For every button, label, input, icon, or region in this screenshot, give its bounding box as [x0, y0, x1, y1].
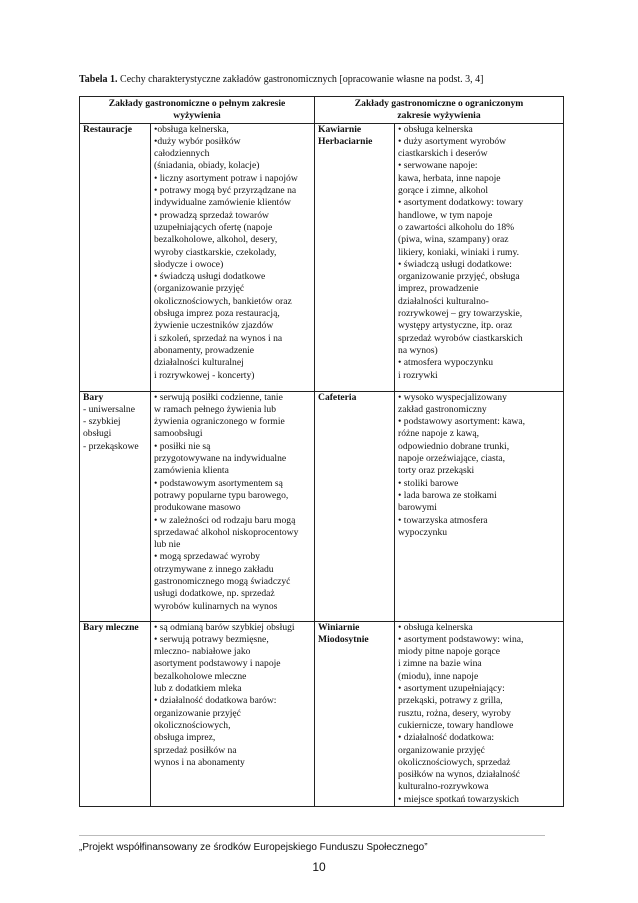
description-line: w ramach pełnego żywienia lub [154, 403, 277, 415]
description-line: działalności kulturalnej [154, 357, 244, 369]
description-line: lub z dodatkiem mleka [154, 683, 242, 695]
description-line: sprzedaż posiłków na [154, 744, 237, 756]
establishment-name-line: Miodosytnie [318, 633, 369, 645]
establishment-name-line: Cafeteria [318, 391, 357, 403]
description-line: (miodu), inne napoje [398, 670, 479, 682]
description-line: kulturalno-rozrywkowa [398, 781, 489, 793]
description-line: • asortyment dodatkowy: towary [398, 197, 524, 209]
description-line: okolicznościowych, sprzedaż [398, 756, 511, 768]
description-line: • w zależności od rodzaju baru mogą [154, 514, 296, 526]
description-line: • prowadzą sprzedaż towarów [154, 209, 269, 221]
footer-divider [79, 835, 545, 836]
header-line: Zakłady gastronomiczne o ograniczonym [354, 98, 524, 109]
description-line: barowymi [398, 502, 437, 514]
description-line: (piwa, wina, szampany) oraz [398, 234, 509, 246]
establishment-name-line: Kawiarnie [318, 123, 362, 135]
description-line: różne napoje z kawą, [398, 428, 479, 440]
establishment-name-cell [315, 621, 395, 806]
description-line: • towarzyska atmosfera [398, 514, 488, 526]
description-line: i szkoleń, sprzedaż na wynos i na [154, 332, 283, 344]
description-line: sprzedaż wyrobów ciastkarskich [398, 332, 523, 344]
description-line: otrzymywane z innego zakładu [154, 563, 274, 575]
description-line: o zawartości alkoholu do 18% [398, 221, 515, 233]
description-line: rusztu, rożna, desery, wyroby [398, 707, 511, 719]
establishment-name-line: obsługi [83, 428, 112, 440]
description-line: • świadczą usługi dodatkowe [154, 271, 266, 283]
establishment-name-line: Winiarnie [318, 621, 360, 633]
establishment-name-cell [315, 123, 395, 391]
description-line: organizowanie przyjęć, obsługa [398, 271, 520, 283]
description-line: wyrobów kulinarnych na wynos [154, 600, 278, 612]
description-line: okolicznościowych, [154, 719, 231, 731]
establishment-name-line: Herbaciarnie [318, 135, 373, 147]
description-line: i rozrywkowej - koncerty) [154, 369, 255, 381]
table-caption-label: Tabela 1. [79, 74, 118, 85]
establishment-name-cell [80, 123, 151, 391]
header-line: wyżywienia [173, 110, 221, 122]
description-line: • lada barowa ze stołkami [398, 489, 497, 501]
description-line: • potrawy mogą być przyrządzane na [154, 185, 297, 197]
description-line: gorące i zimne, alkohol [398, 185, 489, 197]
description-line: (organizowanie przyjęć [154, 283, 245, 295]
description-line: potrawy popularne typu barowego, [154, 489, 289, 501]
description-line: samoobsługi [154, 428, 203, 440]
establishment-description-cell [151, 621, 315, 806]
description-line: uzupełniających ofertę (napoje [154, 221, 273, 233]
establishment-description-cell [395, 621, 564, 806]
description-line: • podstawowy asortyment: kawa, [398, 416, 526, 428]
description-line: • serwują potrawy bezmięsne, [154, 633, 269, 645]
description-line: • wysoko wyspecjalizowany [398, 391, 507, 403]
description-line: torty oraz przekąski [398, 465, 475, 477]
description-line: zakład gastronomiczny [398, 403, 487, 415]
description-line: wynos i na abonamenty [154, 756, 245, 768]
description-line: • mogą sprzedawać wyroby [154, 551, 260, 563]
description-line: bezalkoholowe, alkohol, desery, [154, 234, 278, 246]
header-line: Zakłady gastronomiczne o pełnym zakresie [108, 98, 286, 109]
description-line: • atmosfera wypoczynku [398, 357, 494, 369]
establishment-description-cell [395, 123, 564, 391]
description-line: miody pitne napoje gorące [398, 646, 501, 658]
description-line: przekąski, potrawy z grilla, [398, 695, 503, 707]
description-line: ciastkarskich i deserów [398, 148, 488, 160]
description-line: • działalność dodatkowa barów: [154, 695, 277, 707]
description-line: organizowanie przyjęć [154, 707, 241, 719]
description-line: napoje orzeźwiające, ciasta, [398, 453, 506, 465]
description-line: mleczno- nabiałowe jako [154, 646, 251, 658]
description-line: • posiłki nie są [154, 440, 211, 452]
description-line: żywienia ograniczonego w formie [154, 416, 285, 428]
description-line: • serwowane napoje: [398, 160, 478, 172]
description-line: obsługa imprez, [154, 732, 216, 744]
comparison-table [79, 96, 564, 807]
description-line: odpowiednio dobrane trunki, [398, 440, 510, 452]
footer-note: „Projekt współfinansowany ze środków Europejskiego Funduszu Społecznego” [79, 842, 428, 853]
description-line: wyroby ciastkarskie, czekolady, [154, 246, 277, 258]
establishment-name-line: - uniwersalne [83, 403, 135, 415]
description-line: • duży asortyment wyrobów [398, 135, 507, 147]
establishment-name-line: - przekąskowe [83, 440, 139, 452]
description-line: kawa, herbata, inne napoje [398, 172, 501, 184]
description-line: gastronomicznego mogą świadczyć [154, 576, 291, 588]
description-line: • stoliki barowe [398, 477, 459, 489]
establishment-name-cell [80, 621, 151, 806]
description-line: • asortyment uzupełniający: [398, 683, 505, 695]
table-caption [79, 73, 559, 86]
description-line: abonamenty, prowadzenie [154, 344, 255, 356]
description-line: sprzedawać alkohol niskoprocentowy [154, 526, 299, 538]
establishment-description-cell [151, 123, 315, 391]
description-line: okolicznościowych, bankietów oraz [154, 295, 292, 307]
description-line: całodziennych [154, 148, 210, 160]
description-line: przygotowywane na indywidualne [154, 453, 287, 465]
description-line: działalności kulturalno- [398, 295, 489, 307]
description-line: cukiernicze, towary handlowe [398, 719, 514, 731]
establishment-name-cell [80, 391, 151, 621]
table-row [80, 621, 564, 806]
description-line: • podstawowym asortymentem są [154, 477, 283, 489]
description-line: • obsługa kelnerska [398, 123, 473, 135]
header-limited-service [315, 97, 564, 124]
description-line: • obsługa kelnerska [398, 621, 473, 633]
description-line: • miejsce spotkań towarzyskich [398, 793, 519, 805]
establishment-description-cell [395, 391, 564, 621]
establishment-name-line: Restauracje [83, 123, 133, 135]
description-line: i zimne na bazie wina [398, 658, 482, 670]
description-line: słodycze i owoce) [154, 258, 224, 270]
description-line: • są odmianą barów szybkiej obsługi [154, 621, 295, 633]
description-line: imprez, prowadzenie [398, 283, 479, 295]
description-line: indywidualne zamówienie klientów [154, 197, 291, 209]
page-number: 10 [312, 860, 326, 874]
description-line: •obsługa kelnerska, [154, 123, 229, 135]
description-line: • świadczą usługi dodatkowe: [398, 258, 512, 270]
description-line: zamówienia klienta [154, 465, 229, 477]
description-line: handlowe, w tym napoje [398, 209, 493, 221]
table-header-row [80, 97, 564, 124]
description-line: •duży wybór posiłków [154, 135, 241, 147]
description-line: występy artystyczne, itp. oraz [398, 320, 513, 332]
table-row [80, 391, 564, 621]
description-line: żywienie uczestników zjazdów [154, 320, 274, 332]
table-row [80, 123, 564, 391]
description-line: i rozrywki [398, 369, 438, 381]
description-line: na wynos) [398, 344, 438, 356]
description-line: posiłków na wynos, działalność [398, 769, 521, 781]
description-line: organizowanie przyjęć [398, 744, 485, 756]
description-line: rozrywkowej – gry towarzyskie, [398, 308, 523, 320]
description-line: asortyment podstawowy i napoje [154, 658, 281, 670]
header-full-service [80, 97, 315, 124]
description-line: • działalność dodatkowa: [398, 732, 495, 744]
establishment-name-line: - szybkiej [83, 416, 121, 428]
description-line: bezalkoholowe mleczne [154, 670, 247, 682]
establishment-name-line: Bary mleczne [83, 621, 139, 633]
description-line: • serwują posiłki codzienne, tanie [154, 391, 283, 403]
description-line: likiery, koniaki, winiaki i rumy. [398, 246, 520, 258]
description-line: produkowane masowo [154, 502, 241, 514]
establishment-description-cell [151, 391, 315, 621]
description-line: lub nie [154, 539, 181, 551]
establishment-name-cell [315, 391, 395, 621]
header-line: zakresie wyżywienia [397, 110, 481, 122]
description-line: wypoczynku [398, 526, 448, 538]
establishment-name-line: Bary [83, 391, 104, 403]
description-line: (śniadania, obiady, kolacje) [154, 160, 260, 172]
description-line: obsługa imprez poza restauracją, [154, 308, 280, 320]
description-line: usługi dodatkowe, np. sprzedaż [154, 588, 275, 600]
table-caption-text: Cechy charakterystyczne zakładów gastronomicznych [opracowanie własne na podst. 3, 4] [117, 74, 484, 85]
description-line: • liczny asortyment potraw i napojów [154, 172, 298, 184]
description-line: • asortyment podstawowy: wina, [398, 633, 524, 645]
